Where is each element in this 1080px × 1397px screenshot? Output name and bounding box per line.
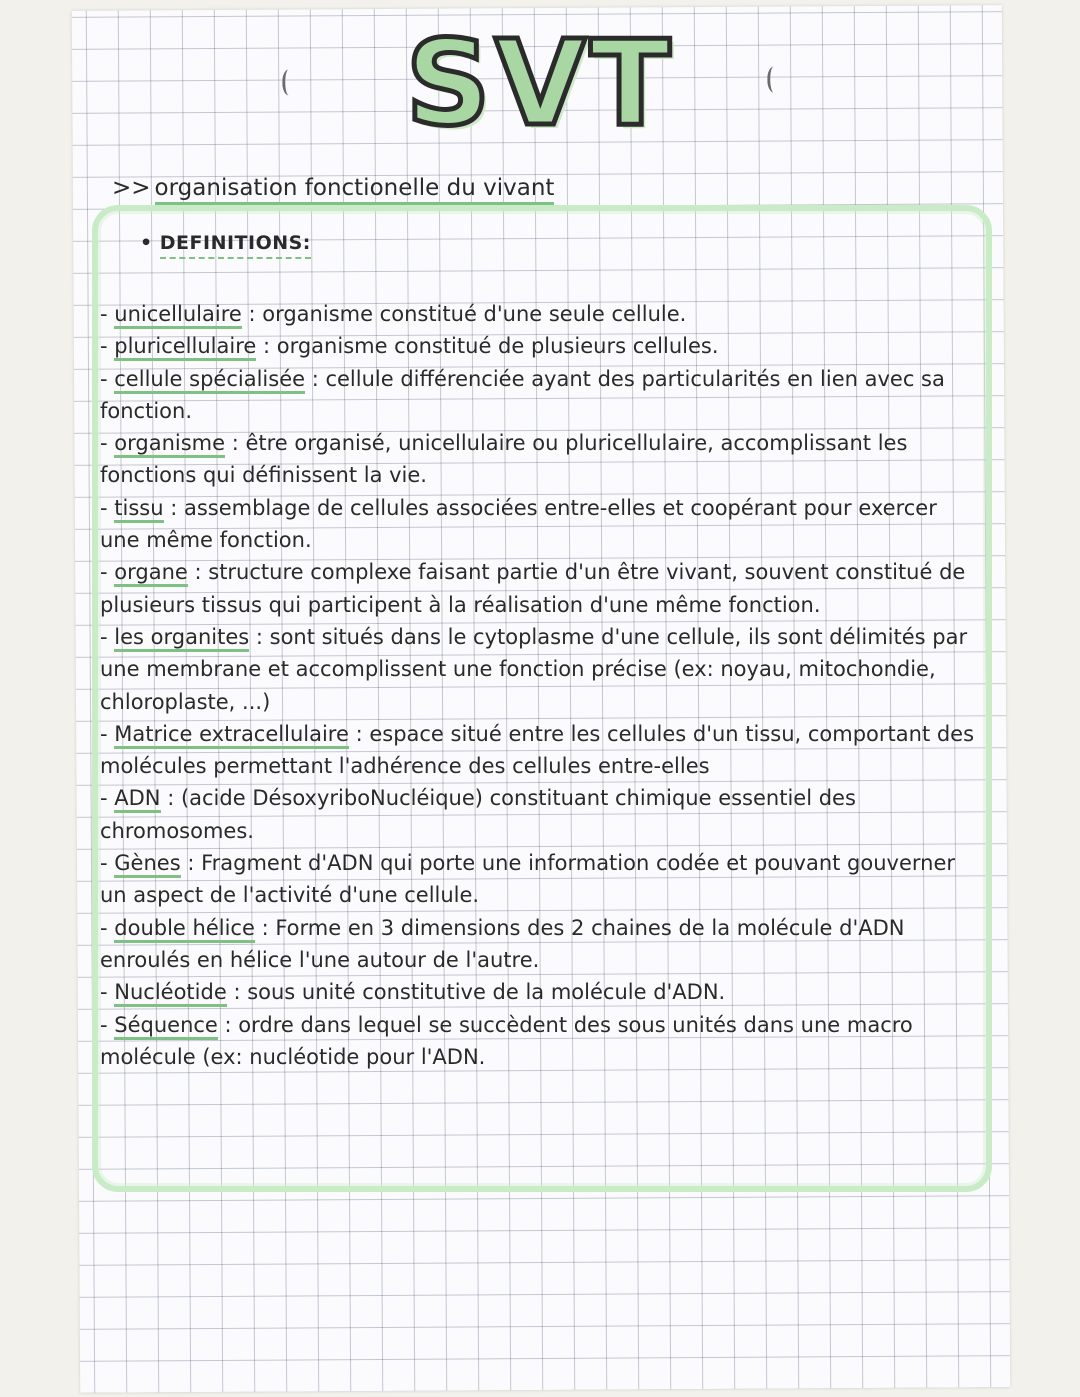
definition-text: (acide DésoxyriboNucléique) constituant chimique essentiel des chromosomes. xyxy=(100,786,856,843)
definition-separator: : xyxy=(163,495,184,520)
definition-separator: : xyxy=(217,1012,239,1037)
definition-separator: : xyxy=(241,302,263,326)
definition-item: - Séquence : ordre dans lequel se succèdent des sous unités dans une macro molécule (ex: nucléotide pour l'ADN. xyxy=(100,1012,913,1069)
definition-separator: : xyxy=(180,851,202,876)
definition-item: - organe : structure complexe faisant partie d'un être vivant, souvent constitué de plusieurs tissus qui participent à la réalisation d'une même fonction. xyxy=(100,560,966,617)
definition-separator: : xyxy=(348,721,370,746)
definition-term: Gènes xyxy=(114,851,180,878)
definition-term: double hélice xyxy=(114,916,255,943)
definition-item: - cellule spécialisée : cellule différenciée ayant des particularités en lien avec sa fonction. xyxy=(100,366,945,423)
definition-text: organisme constitué de plusieurs cellules. xyxy=(276,334,719,359)
section-prefix: >> xyxy=(112,175,151,201)
definition-text: structure complexe faisant partie d'un être vivant, souvent constitué de plusieurs tissus qui participent à la réalisation d'une même fonction. xyxy=(100,560,966,617)
definitions-heading-text: DEFINITIONS: xyxy=(160,232,311,259)
definition-text: sous unité constitutive de la molécule d'ADN. xyxy=(247,980,726,1005)
definition-term: organe xyxy=(114,560,188,587)
definition-text: assemblage de cellules associées entre-elles et coopérant pour exercer une même fonction. xyxy=(100,495,937,553)
definition-item: - Gènes : Fragment d'ADN qui porte une information codée et pouvant gouverner un aspect de l'activité d'une cellule. xyxy=(100,851,955,908)
binder-hole-left xyxy=(282,69,295,95)
definition-separator: : xyxy=(249,624,270,649)
definitions-list xyxy=(100,298,980,1073)
definition-text: sont situés dans le cytoplasme d'une cellule, ils sont délimités par une membrane et accomplissent une fonction précise (ex: noyau, mitochondie, chloroplaste, ...) xyxy=(100,624,968,714)
definition-text: Forme en 3 dimensions des 2 chaines de la molécule d'ADN enroulés en hélice l'une autour de l'autre. xyxy=(100,915,905,972)
binder-hole-right xyxy=(767,67,780,93)
bullet-icon: • xyxy=(140,232,160,254)
definition-separator: : xyxy=(160,786,181,811)
definition-term: tissu xyxy=(114,496,163,523)
definition-item: - Nucléotide : sous unité constitutive de la molécule d'ADN. xyxy=(100,976,980,1008)
definition-term: pluricellulaire xyxy=(114,334,256,361)
definition-text: cellule différenciée ayant des particularités en lien avec sa fonction. xyxy=(100,366,945,423)
definition-text: Fragment d'ADN qui porte une information codée et pouvant gouverner un aspect de l'activité d'une cellule. xyxy=(100,851,955,908)
definition-item: - pluricellulaire : organisme constitué de plusieurs cellules. xyxy=(100,330,980,362)
definition-separator: : xyxy=(305,366,326,391)
definition-term: unicellulaire xyxy=(114,302,242,329)
definition-term: Matrice extracellulaire xyxy=(114,722,349,749)
definition-item: - ADN : (acide DésoxyriboNucléique) constituant chimique essentiel des chromosomes. xyxy=(100,786,856,843)
definition-term: ADN xyxy=(114,786,160,813)
definition-separator: : xyxy=(226,980,248,1005)
definition-item: - double hélice : Forme en 3 dimensions des 2 chaines de la molécule d'ADN enroulés en hélice l'une autour de l'autre. xyxy=(100,915,905,972)
definition-separator: : xyxy=(187,560,209,585)
definition-text: organisme constitué d'une seule cellule. xyxy=(262,302,687,326)
definition-term: organisme xyxy=(114,431,225,458)
definitions-heading xyxy=(140,232,311,254)
definition-term: Séquence xyxy=(114,1013,218,1040)
definition-separator: : xyxy=(225,431,246,456)
definition-term: cellule spécialisée xyxy=(114,367,305,394)
definition-item: - Matrice extracellulaire : espace situé entre les cellules d'un tissu, comportant des molécules permettant l'adhérence des cellules entre-elles xyxy=(100,721,975,779)
definition-term: Nucléotide xyxy=(114,980,227,1007)
definition-item: - tissu : assemblage de cellules associées entre-elles et coopérant pour exercer une même fonction. xyxy=(100,495,937,553)
definition-text: ordre dans lequel se succèdent des sous unités dans une macro molécule (ex: nucléotide pour l'ADN. xyxy=(100,1012,913,1069)
definition-separator: : xyxy=(256,334,277,359)
definition-text: être organisé, unicellulaire ou pluricellulaire, accomplissant les fonctions qui définissent la vie. xyxy=(100,431,908,488)
definition-item: - les organites : sont situés dans le cytoplasme d'une cellule, ils sont délimités par une membrane et accomplissent une fonction précise (ex: noyau, mitochondie, chloroplaste, ...) xyxy=(100,624,968,714)
page-title: SVT xyxy=(405,14,675,152)
section-heading xyxy=(112,168,554,208)
definition-text: espace situé entre les cellules d'un tissu, comportant des molécules permettant l'adhérence des cellules entre-elles xyxy=(100,721,975,779)
definition-item: - organisme : être organisé, unicellulaire ou pluricellulaire, accomplissant les fonctions qui définissent la vie. xyxy=(100,431,908,488)
definition-separator: : xyxy=(254,915,276,940)
definition-item: - unicellulaire : organisme constitué d'une seule cellule. xyxy=(100,298,980,330)
definition-term: les organites xyxy=(114,625,249,652)
section-heading-text: organisation fonctionelle du vivant xyxy=(155,175,555,206)
